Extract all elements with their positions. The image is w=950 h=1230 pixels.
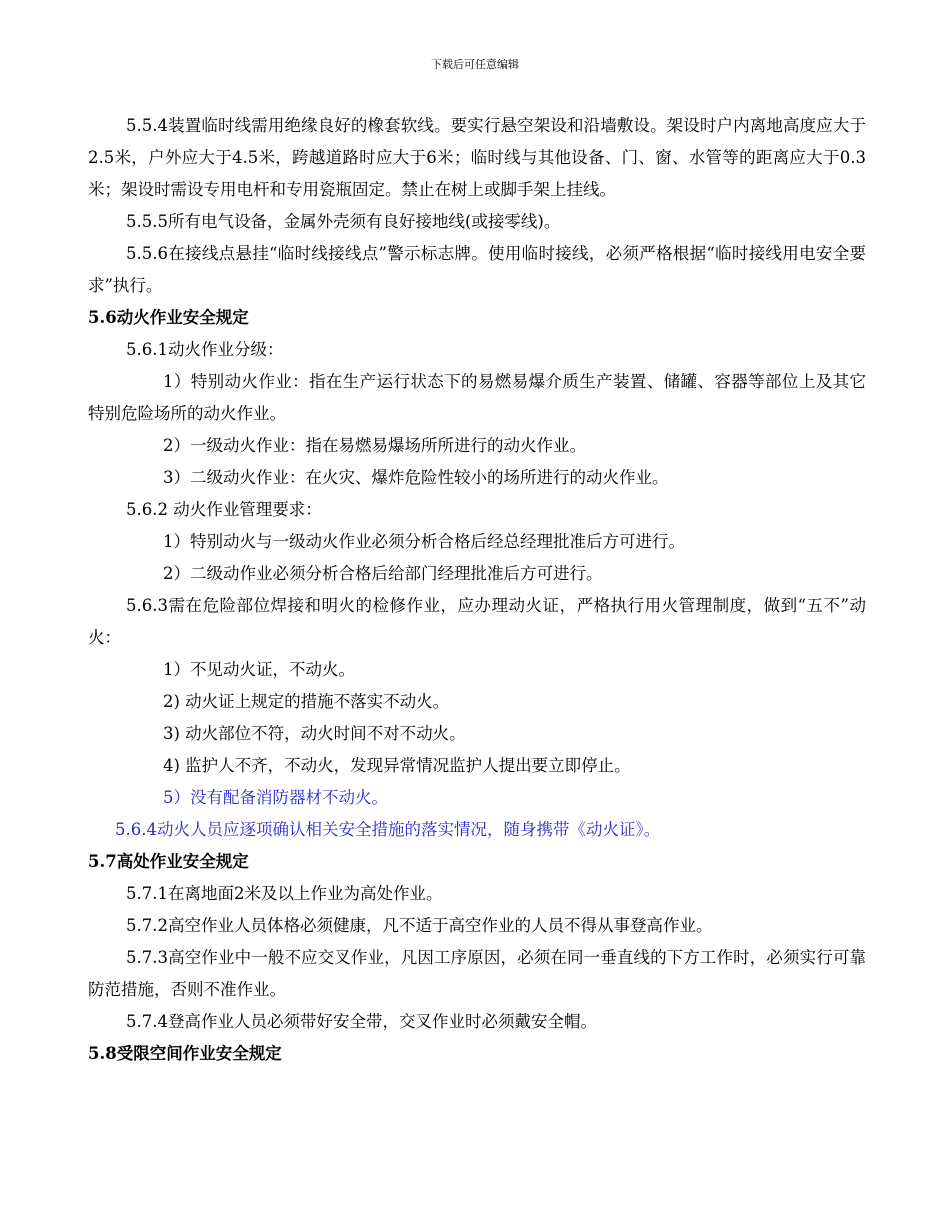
- list-item-5-6-3-5: 5）没有配备消防器材不动火。: [163, 788, 388, 807]
- paragraph-5-6-2: 5.6.2 动火作业管理要求：: [126, 500, 322, 519]
- paragraph-5-7-2: 5.7.2高空作业人员体格必须健康，凡不适于高空作业的人员不得从事登高作业。: [126, 916, 713, 935]
- list-item-5-6-2-2: 2）二级动作业必须分析合格后给部门经理批准后方可进行。: [163, 564, 603, 583]
- list-item-5-6-1-3: 3）二级动火作业：在火灾、爆炸危险性较小的场所进行的动火作业。: [163, 468, 669, 487]
- list-item-5-6-3-1: 1）不见动火证，不动火。: [163, 660, 355, 679]
- list-item-5-6-3-2: 2) 动火证上规定的措施不落实不动火。: [163, 692, 450, 711]
- list-item-5-6-1-1: 1）特别动火作业：指在生产运行状态下的易燃易爆介质生产装置、储罐、容器等部位上及其它特别危险场所的动火作业。: [88, 372, 866, 423]
- section-heading-5-7: 5.7高处作业安全规定: [88, 852, 249, 871]
- paragraph-5-7-3: 5.7.3高空作业中一般不应交叉作业，凡因工序原因，必须在同一垂直线的下方工作时，必须实行可靠防范措施，否则不准作业。: [88, 948, 866, 999]
- paragraph-5-6-1: 5.6.1动火作业分级：: [126, 340, 284, 359]
- section-heading-5-8: 5.8受限空间作业安全规定: [88, 1044, 282, 1063]
- list-item-5-6-3-3: 3) 动火部位不符，动火时间不对不动火。: [163, 724, 466, 743]
- page-header: 下载后可任意编辑: [431, 58, 519, 71]
- paragraph-5-5-5: 5.5.5所有电气设备，金属外壳须有良好接地线(或接零线)。: [126, 212, 561, 231]
- section-heading-5-6: 5.6动火作业安全规定: [88, 308, 249, 327]
- paragraph-5-6-4: 5.6.4动火人员应逐项确认相关安全措施的落实情况，随身携带《动火证》。: [115, 820, 661, 839]
- paragraph-5-6-3: 5.6.3需在危险部位焊接和明火的检修作业，应办理动火证，严格执行用火管理制度，做到“五不”动火：: [88, 596, 866, 647]
- list-item-5-6-3-4: 4) 监护人不齐，不动火，发现异常情况监护人提出要立即停止。: [163, 756, 631, 775]
- list-item-5-6-1-2: 2）一级动火作业：指在易燃易爆场所所进行的动火作业。: [163, 436, 586, 455]
- paragraph-5-7-4: 5.7.4登高作业人员必须带好安全带，交叉作业时必须戴安全帽。: [126, 1012, 597, 1031]
- paragraph-5-5-4: 5.5.4装置临时线需用绝缘良好的橡套软线。要实行悬空架设和沿墙敷设。架设时户内离地高度应大于2.5米，户外应大于4.5米，跨越道路时应大于6米；临时线与其他设备、门、窗、水管等的距离应大于0.3米；架设时需设专用电杆和专用瓷瓶固定。禁止在树上或脚手架上挂线。: [88, 116, 866, 199]
- list-item-5-6-2-1: 1）特别动火与一级动火作业必须分析合格后经总经理批准后方可进行。: [163, 532, 685, 551]
- paragraph-5-5-6: 5.5.6在接线点悬挂“临时线接线点”警示标志牌。使用临时接线，必须严格根据“临时接线用电安全要求”执行。: [88, 244, 866, 295]
- document-body: [88, 110, 866, 1070]
- paragraph-5-7-1: 5.7.1在离地面2米及以上作业为高处作业。: [126, 884, 443, 903]
